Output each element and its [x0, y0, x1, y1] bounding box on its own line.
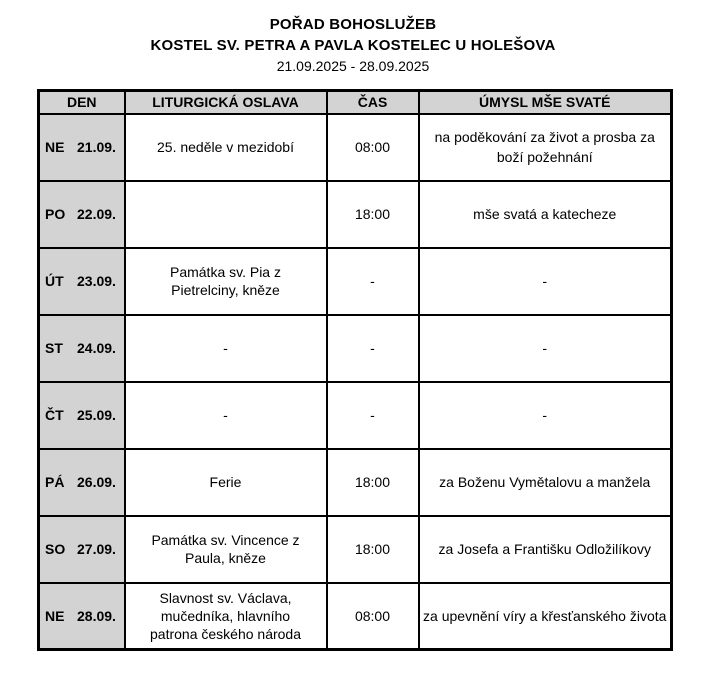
celebration-cell: - [125, 382, 327, 449]
day-date: 23.09. [77, 273, 116, 289]
schedule-body [39, 114, 672, 650]
intention-cell: za Boženu Vymětalovu a manžela [419, 449, 672, 516]
celebration-cell: Slavnost sv. Václava, mučedníka, hlavního patrona českého národa [125, 583, 327, 650]
schedule-table [37, 89, 673, 651]
table-row [39, 382, 672, 449]
intention-cell: - [419, 382, 672, 449]
day-date: 27.09. [77, 541, 116, 557]
table-row [39, 516, 672, 583]
page-subtitle: KOSTEL SV. PETRA A PAVLA KOSTELEC U HOLEŠOVA [150, 37, 556, 54]
celebration-cell: Památka sv. Pia z Pietrelciny, kněze [125, 248, 327, 315]
column-header-celebration: LITURGICKÁ OSLAVA [125, 91, 327, 114]
table-row [39, 114, 672, 181]
day-cell [39, 583, 125, 650]
intention-cell: za Josefa a Františku Odložilíkovy [419, 516, 672, 583]
document-header [0, 0, 706, 76]
page-title: POŘAD BOHOSLUŽEB [269, 16, 437, 33]
day-cell [39, 181, 125, 248]
day-date: 24.09. [77, 340, 116, 356]
table-row [39, 315, 672, 382]
day-date: 26.09. [77, 474, 116, 490]
day-cell [39, 382, 125, 449]
time-cell: 08:00 [327, 114, 419, 181]
celebration-cell [125, 181, 327, 248]
day-cell [39, 315, 125, 382]
celebration-cell: 25. neděle v mezidobí [125, 114, 327, 181]
day-abbreviation: SO [45, 541, 66, 557]
day-cell [39, 248, 125, 315]
celebration-cell: Památka sv. Vincence z Paula, kněze [125, 516, 327, 583]
column-header-day: DEN [39, 91, 125, 114]
day-cell [39, 516, 125, 583]
intention-cell: na poděkování za život a prosba za boží požehnání [419, 114, 672, 181]
day-abbreviation: PO [45, 206, 66, 222]
intention-cell: mše svatá a katecheze [419, 181, 672, 248]
day-cell [39, 449, 125, 516]
time-cell: 18:00 [327, 181, 419, 248]
day-abbreviation: PÁ [45, 474, 65, 490]
table-row [39, 181, 672, 248]
table-row [39, 449, 672, 516]
day-abbreviation: ST [45, 340, 63, 356]
day-date: 22.09. [77, 206, 116, 222]
day-date: 28.09. [77, 607, 116, 624]
day-abbreviation: ČT [45, 407, 64, 423]
column-header-time: ČAS [327, 91, 419, 114]
date-range: 21.09.2025 - 28.09.2025 [276, 58, 430, 74]
day-abbreviation: NE [45, 607, 65, 624]
time-cell: - [327, 248, 419, 315]
day-abbreviation: NE [45, 139, 65, 155]
celebration-cell: Ferie [125, 449, 327, 516]
intention-cell: - [419, 315, 672, 382]
celebration-cell: - [125, 315, 327, 382]
day-date: 25.09. [77, 407, 116, 423]
day-abbreviation: ÚT [45, 273, 64, 289]
table-row [39, 583, 672, 650]
time-cell: - [327, 315, 419, 382]
day-cell [39, 114, 125, 181]
day-date: 21.09. [77, 139, 116, 155]
intention-cell: za upevnění víry a křesťanského života [419, 583, 672, 650]
time-cell: 18:00 [327, 516, 419, 583]
intention-cell: - [419, 248, 672, 315]
time-cell: 18:00 [327, 449, 419, 516]
time-cell: - [327, 382, 419, 449]
column-header-intention: ÚMYSL MŠE SVATÉ [419, 91, 672, 114]
table-row [39, 248, 672, 315]
table-header-row [39, 91, 672, 114]
time-cell: 08:00 [327, 583, 419, 650]
